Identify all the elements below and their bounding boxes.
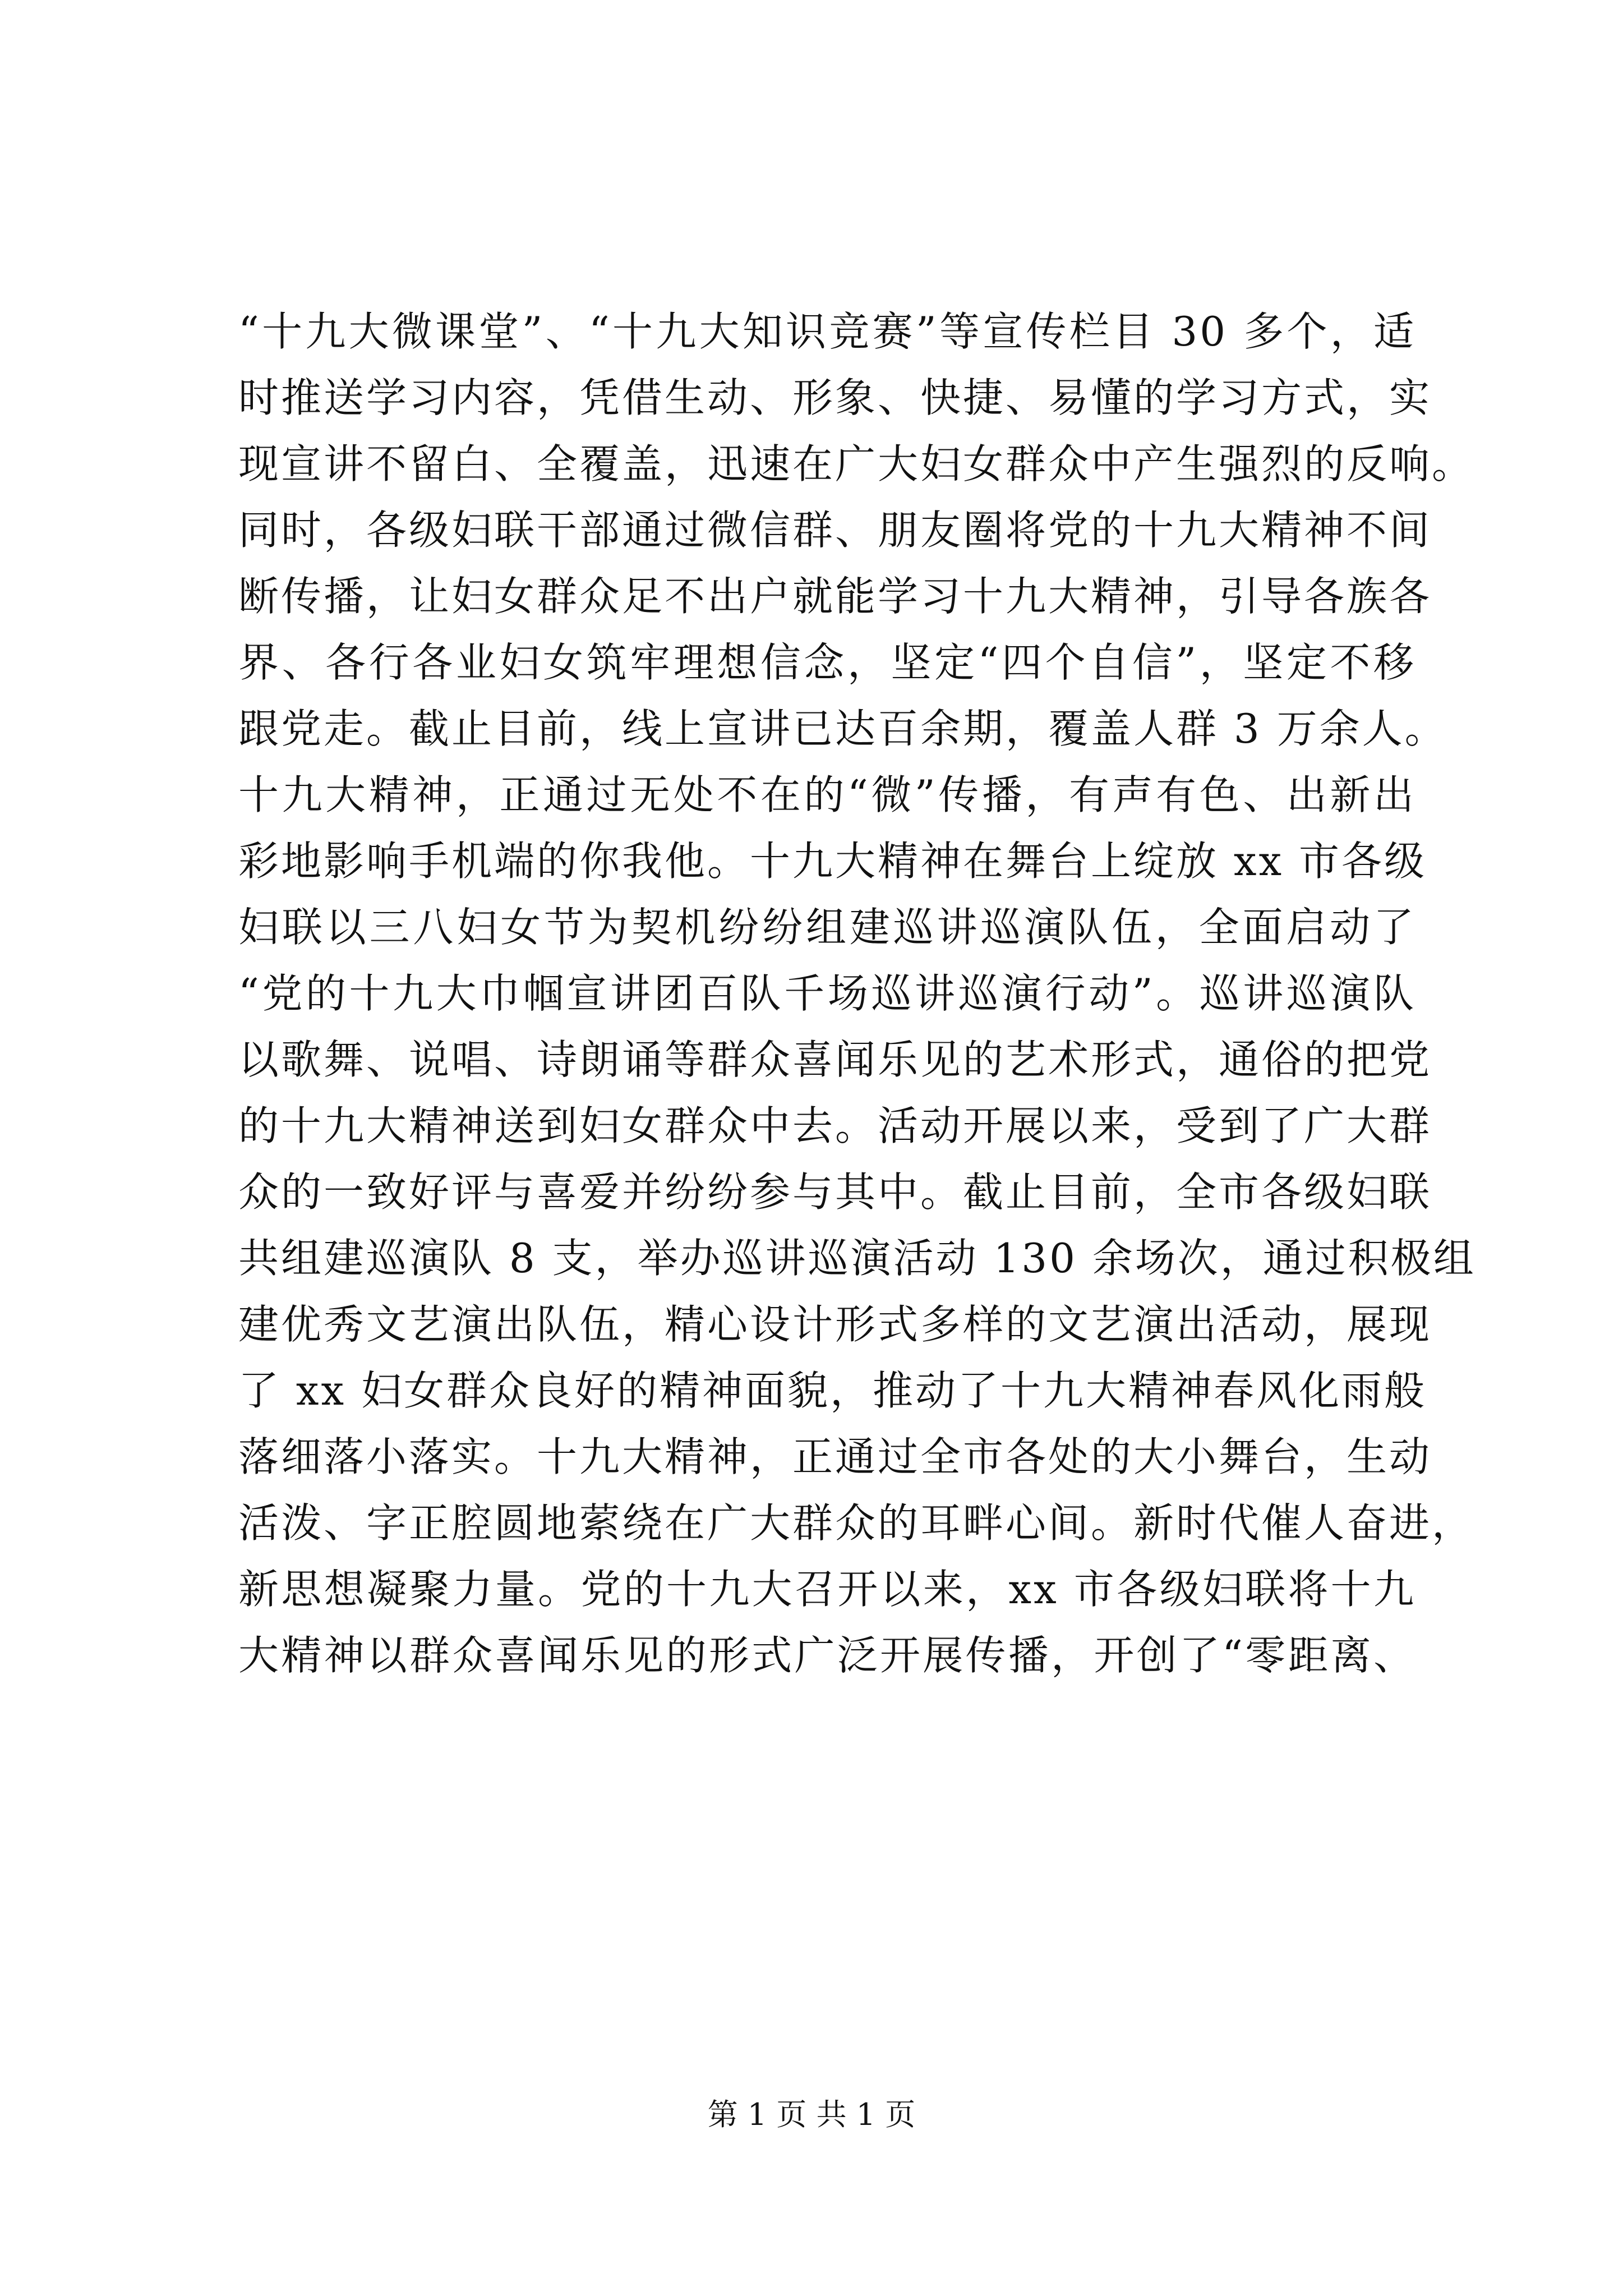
text-line: 十九大精神，正通过无处不在的“微”传播，有声有色、出新出 bbox=[238, 771, 1416, 818]
page-number-label: 第 1 页 共 1 页 bbox=[707, 2097, 916, 2132]
text-line: 界、各行各业妇女筑牢理想信念，坚定“四个自信”，坚定不移 bbox=[238, 639, 1416, 686]
text-line: 时推送学习内容，凭借生动、形象、快捷、易懂的学习方式，实 bbox=[238, 374, 1432, 421]
text-line: 彩地影响手机端的你我他。十九大精神在舞台上绽放 xx 市各级 bbox=[238, 838, 1427, 885]
text-line: “十九大微课堂”、“十九大知识竞赛”等宣传栏目 30 多个，适 bbox=[238, 308, 1416, 355]
body-text bbox=[238, 298, 1476, 1688]
text-line: 众的一致好评与喜爱并纷纷参与其中。截止目前，全市各级妇联 bbox=[238, 1168, 1432, 1216]
text-line: 断传播，让妇女群众足不出户就能学习十九大精神，引导各族各 bbox=[238, 573, 1432, 620]
text-line: 建优秀文艺演出队伍，精心设计形式多样的文艺演出活动，展现 bbox=[238, 1301, 1432, 1348]
text-line: 妇联以三八妇女节为契机纷纷组建巡讲巡演队伍，全面启动了 bbox=[238, 904, 1416, 951]
text-line: 跟党走。截止目前，线上宣讲已达百余期，覆盖人群 3 万余人。 bbox=[238, 705, 1447, 752]
text-line: 同时，各级妇联干部通过微信群、朋友圈将党的十九大精神不间 bbox=[238, 507, 1432, 554]
text-line: 落细落小落实。十九大精神，正通过全市各处的大小舞台，生动 bbox=[238, 1433, 1432, 1480]
text-line: 现宣讲不留白、全覆盖，迅速在广大妇女群众中产生强烈的反响。 bbox=[238, 440, 1475, 487]
text-line: 了 xx 妇女群众良好的精神面貌，推动了十九大精神春风化雨般 bbox=[238, 1367, 1427, 1414]
text-line: 大精神以群众喜闻乐见的形式广泛开展传播，开创了“零距离、 bbox=[238, 1632, 1416, 1679]
text-line: “党的十九大巾帼宣讲团百队千场巡讲巡演行动”。巡讲巡演队 bbox=[238, 970, 1416, 1017]
text-line: 活泼、字正腔圆地萦绕在广大群众的耳畔心间。新时代催人奋进， bbox=[238, 1499, 1475, 1547]
page-footer bbox=[0, 2095, 1623, 2134]
text-line: 共组建巡演队 8 支，举办巡讲巡演活动 130 余场次，通过积极组 bbox=[238, 1235, 1476, 1282]
text-line: 新思想凝聚力量。党的十九大召开以来，xx 市各级妇联将十九 bbox=[238, 1566, 1416, 1613]
text-line: 的十九大精神送到妇女群众中去。活动开展以来，受到了广大群 bbox=[238, 1102, 1432, 1149]
text-line: 以歌舞、说唱、诗朗诵等群众喜闻乐见的艺术形式，通俗的把党 bbox=[238, 1036, 1432, 1083]
